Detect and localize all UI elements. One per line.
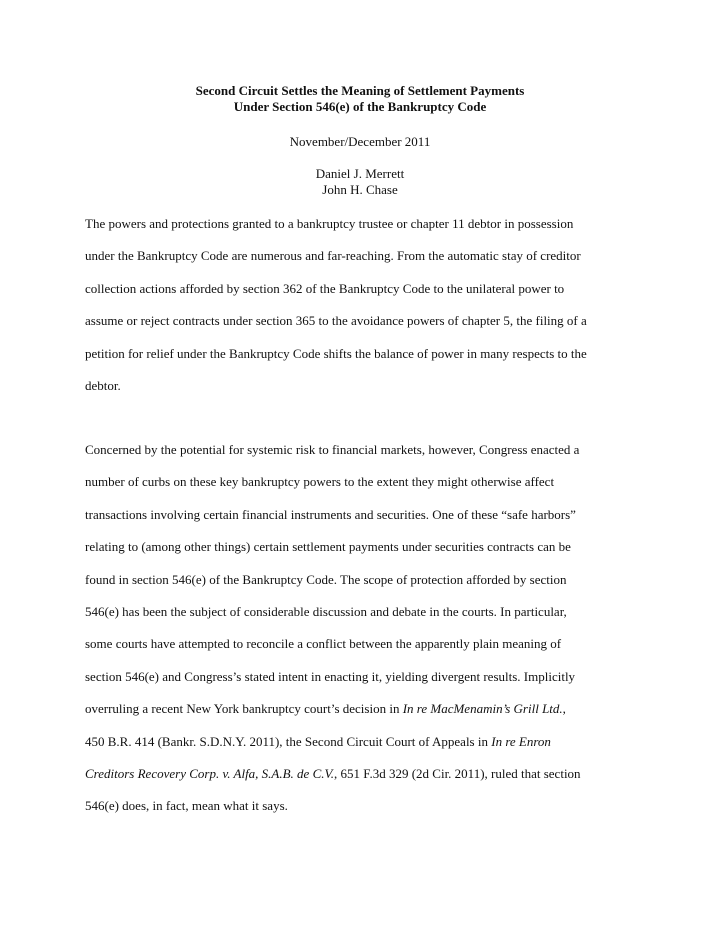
document-title	[0, 83, 720, 115]
paragraph-line	[85, 758, 645, 790]
paragraph-line: assume or reject contracts under section 365 to the avoidance powers of chapter 5, the filing of a	[85, 313, 587, 329]
title-line-1: Second Circuit Settles the Meaning of Settlement Payments	[195, 83, 525, 98]
author-name: Daniel J. Merrett	[315, 166, 405, 181]
paragraph-line: number of curbs on these key bankruptcy powers to the extent they might otherwise affect	[85, 474, 555, 490]
paragraph-line: under the Bankruptcy Code are numerous and far-reaching. From the automatic stay of creditor	[85, 248, 581, 264]
paragraph-line: relating to (among other things) certain settlement payments under securities contracts can be	[85, 539, 571, 555]
paragraph-intro	[85, 208, 645, 402]
line-text: 450 B.R. 414 (Bankr. S.D.N.Y. 2011), the Second Circuit Court of Appeals in	[85, 733, 492, 749]
paragraph-line: section 546(e) and Congress’s stated intent in enacting it, yielding divergent results. Implicitly	[85, 668, 576, 684]
paragraph-safe-harbor	[85, 434, 645, 823]
title-line-2: Under Section 546(e) of the Bankruptcy Code	[233, 99, 487, 114]
author-name: John H. Chase	[322, 182, 398, 197]
paragraph-line: 546(e) has been the subject of considerable discussion and debate in the courts. In particular,	[85, 604, 567, 620]
publication-date: November/December 2011	[289, 134, 431, 149]
paragraph-line: petition for relief under the Bankruptcy Code shifts the balance of power in many respects to the	[85, 345, 587, 361]
paragraph-line: Concerned by the potential for systemic risk to financial markets, however, Congress enacted a	[85, 442, 580, 457]
line-text: overruling a recent New York bankruptcy court’s decision in	[85, 701, 403, 717]
paragraph-line: transactions involving certain financial instruments and securities. One of these “safe harbors”	[85, 506, 576, 522]
case-citation: Creditors Recovery Corp. v. Alfa, S.A.B. de C.V.	[85, 766, 335, 782]
paragraph-line: debtor.	[85, 378, 121, 394]
paragraph-line: some courts have attempted to reconcile a conflict between the apparently plain meaning of	[85, 636, 562, 652]
paragraph-line	[85, 693, 645, 725]
paragraph-line: collection actions afforded by section 362 of the Bankruptcy Code to the unilateral power to	[85, 280, 565, 296]
author-block	[0, 166, 720, 198]
paragraph-line: 546(e) does, in fact, mean what it says.	[85, 798, 288, 814]
line-text: ,	[562, 701, 566, 717]
case-citation: In re Enron	[491, 733, 551, 749]
case-citation: In re MacMenamin’s Grill Ltd.	[402, 701, 563, 717]
paragraph-line	[85, 726, 645, 758]
paragraph-line: The powers and protections granted to a bankruptcy trustee or chapter 11 debtor in possession	[85, 216, 574, 231]
paragraph-line: found in section 546(e) of the Bankruptcy Code. The scope of protection afforded by section	[85, 571, 567, 587]
line-text: , 651 F.3d 329 (2d Cir. 2011), ruled that section	[334, 766, 581, 782]
